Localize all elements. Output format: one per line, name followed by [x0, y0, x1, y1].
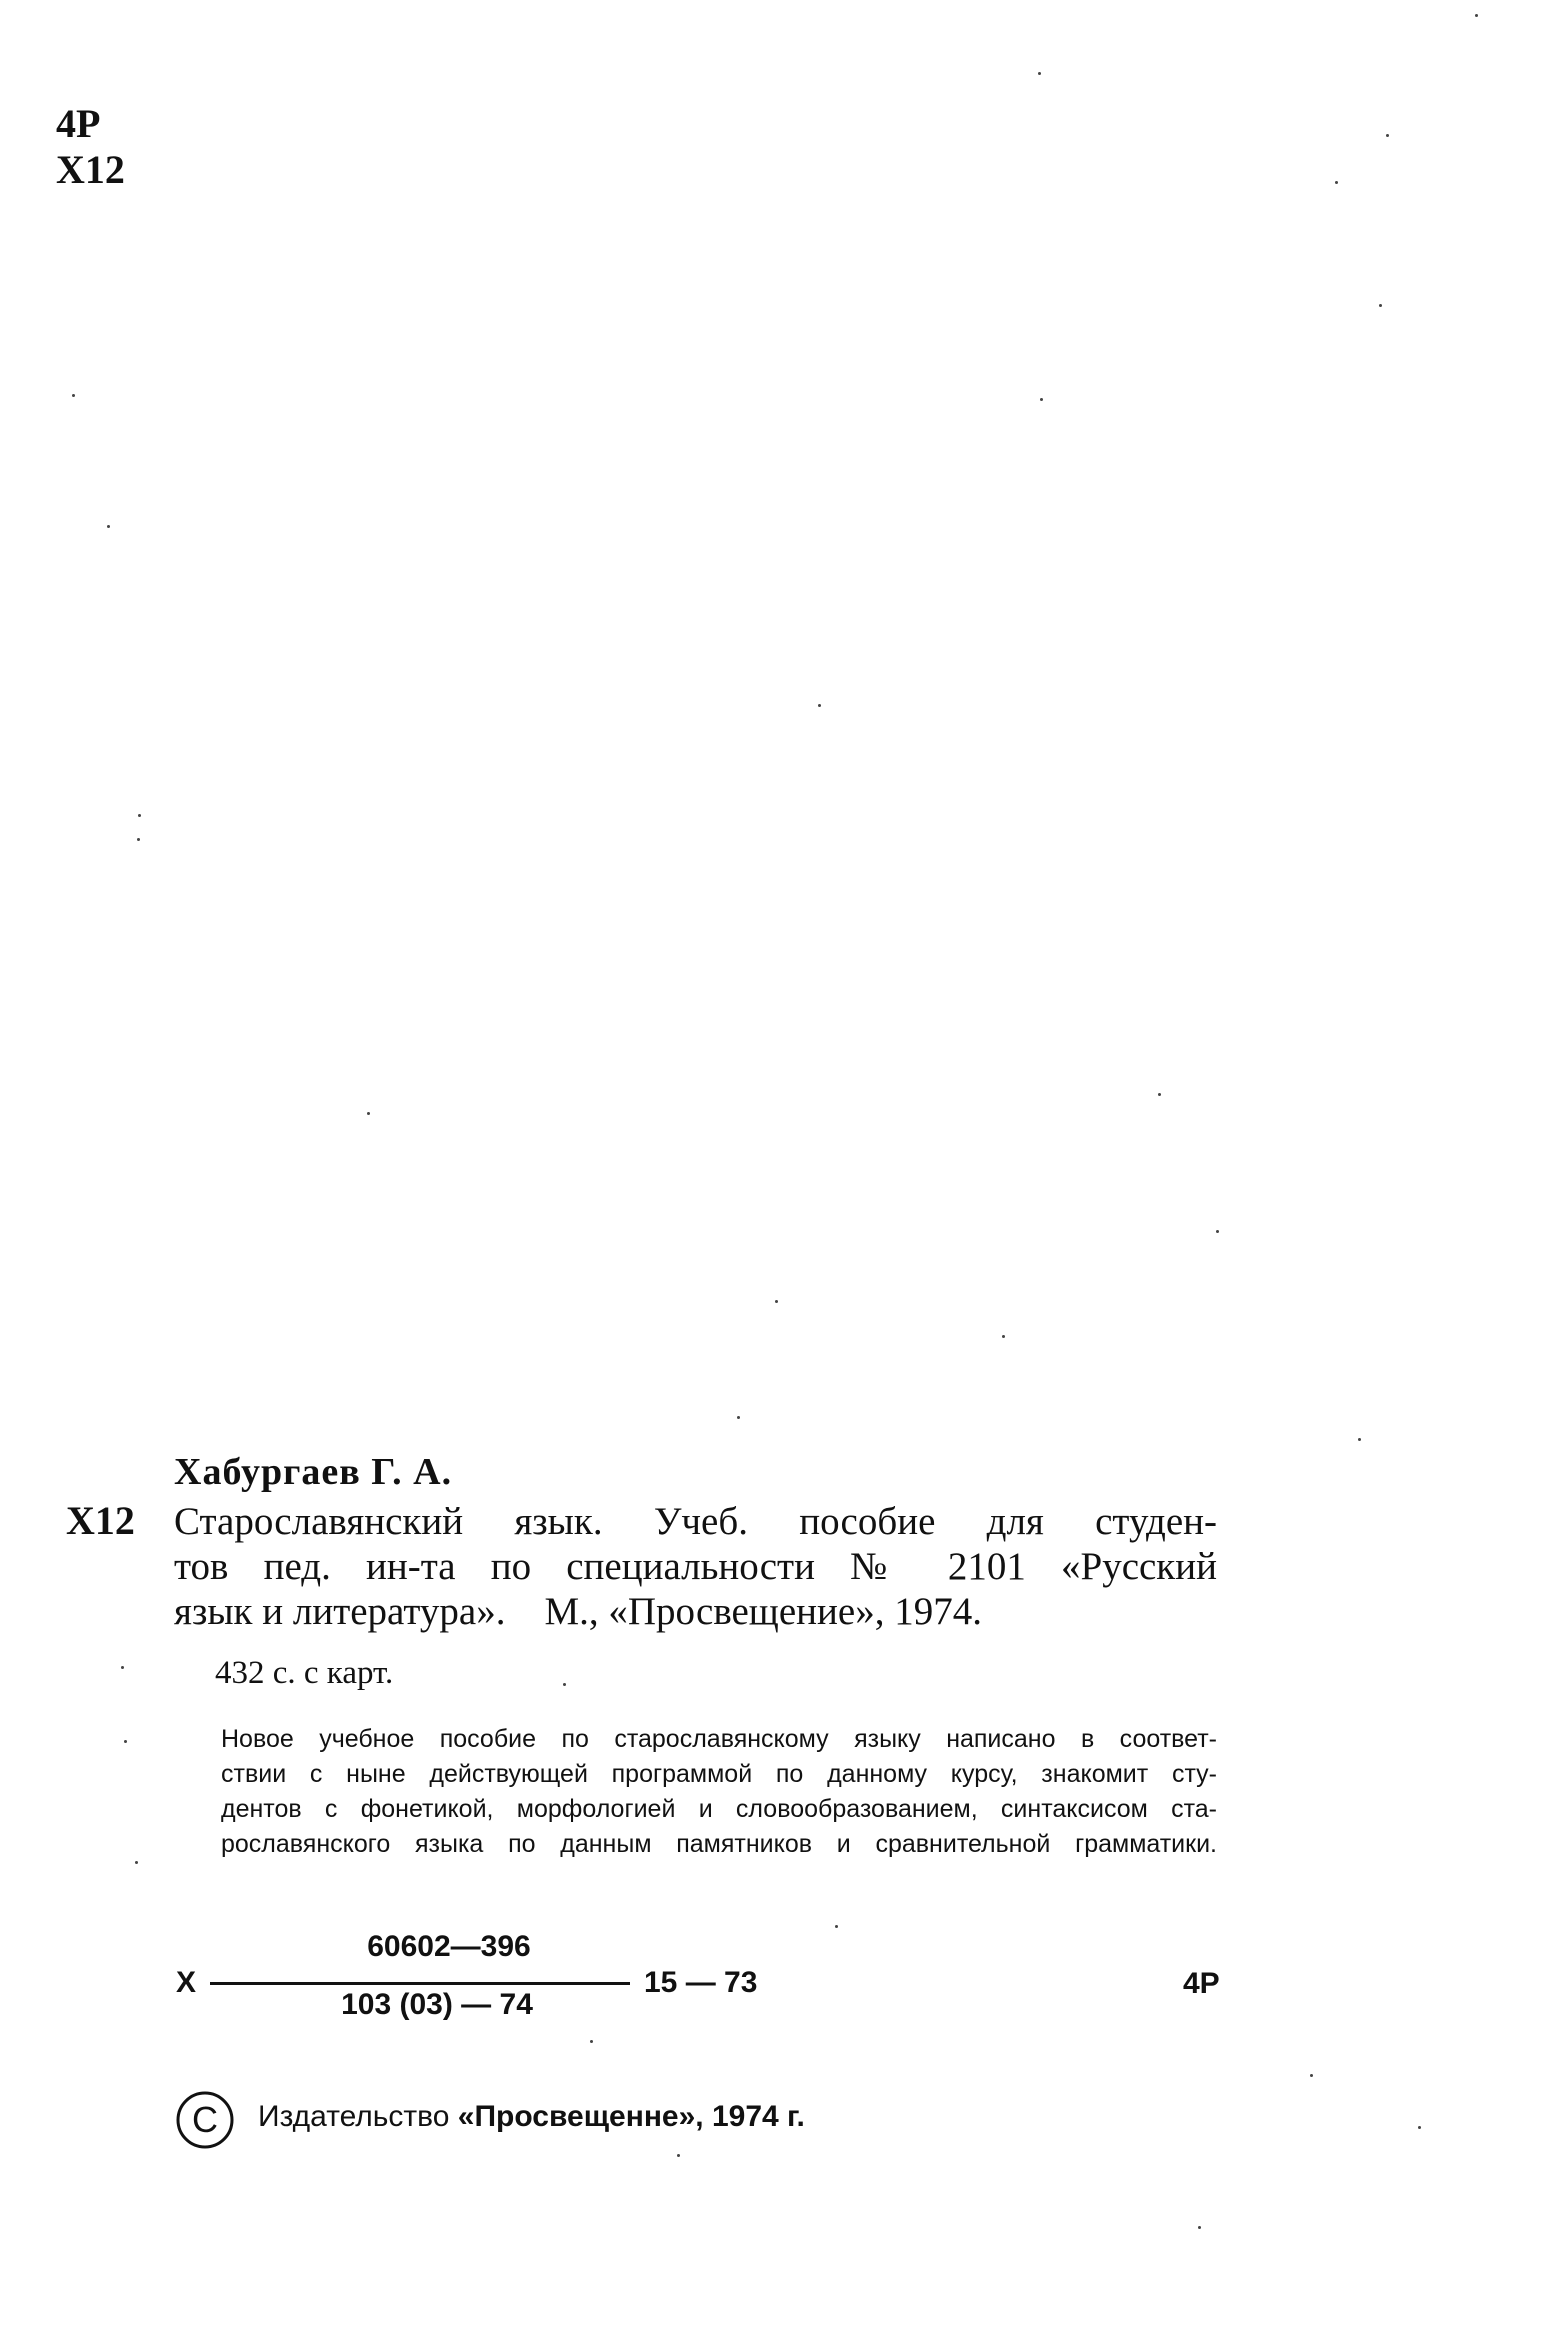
formula-dash: [210, 1982, 244, 1985]
right-class-code: 4Р: [1183, 1967, 1220, 2000]
formula-numerator: 60602—396: [367, 1930, 531, 1963]
formula-prefix: Х: [176, 1966, 197, 1999]
author-name: Хабургаев Г. А.: [174, 1451, 453, 1493]
annotation-line-1: Новое учебное пособие по старославянскому языку написано в соответ-: [221, 1725, 1217, 1753]
annotation-line-4: рославянского языка по данным памятников и сравнительной грамматики.: [221, 1830, 1217, 1858]
card-class-code: Х12: [66, 1498, 135, 1543]
publisher-copyright: [258, 2100, 805, 2134]
copyright-icon: [175, 2090, 235, 2150]
svg-text:C: C: [192, 2099, 218, 2140]
annotation-line-2: ствии с ныне действующей программой по данному курсу, знакомит сту-: [221, 1760, 1217, 1788]
book-description-line-1: Старославянский язык. Учеб. пособие для студен-: [174, 1500, 1217, 1543]
annotation-line-3: дентов с фонетикой, морфологией и словообразованием, синтаксисом ста-: [221, 1795, 1217, 1823]
classification-code-4p: 4Р: [56, 101, 101, 146]
classification-code-x12: Х12: [56, 147, 125, 192]
publisher-name-year: «Просвещенне», 1974 г.: [457, 2100, 805, 2133]
publisher-label: Издательство: [258, 2100, 458, 2133]
fraction-bar: [244, 1982, 630, 1985]
formula-suffix: 15 — 73: [644, 1966, 758, 1999]
formula-denominator: 103 (03) — 74: [341, 1988, 533, 2021]
book-description-line-2: тов пед. ин-та по специальности № 2101 «Русский: [174, 1545, 1217, 1588]
book-description-line-3: язык и литература». М., «Просвещение», 1974.: [174, 1590, 982, 1633]
page-count: 432 с. с карт.: [215, 1655, 394, 1691]
